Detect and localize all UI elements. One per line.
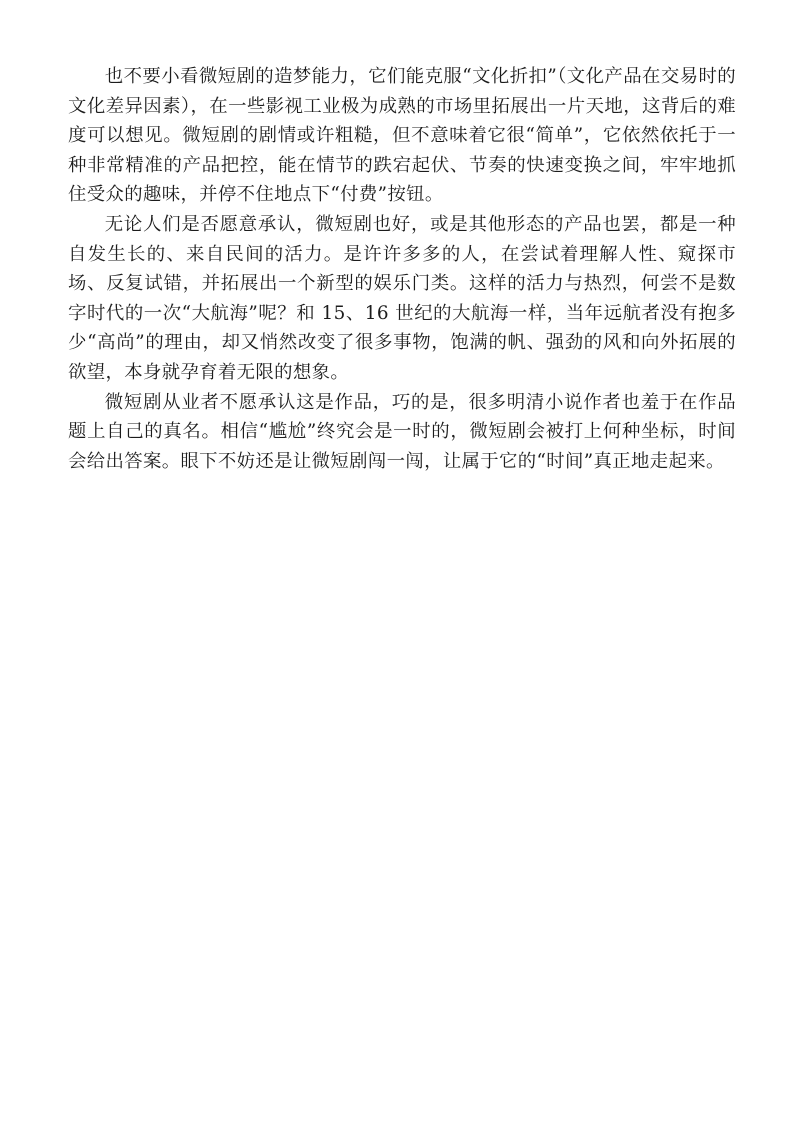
paragraph-2: 无论人们是否愿意承认，微短剧也好，或是其他形态的产品也罢，都是一种自发生长的、来自民间的活力。是许许多多的人，在尝试着理解人性、窥探市场、反复试错，并拓展出一个新型的娱乐门类。这样的活力与热烈，何尝不是数字时代的一次“大航海”呢？和 15、16 世纪的大航海一样，当年远航者没有抱多少“高尚”的理由，却又悄然改变了很多事物，饱满的帆、强劲的风和向外拓展的欲望，本身就孕育着无限的想象。 bbox=[68, 213, 736, 383]
paragraph-1: 也不要小看微短剧的造梦能力，它们能克服“文化折扣”（文化产品在交易时的文化差异因素），在一些影视工业极为成熟的市场里拓展出一片天地，这背后的难度可以想见。微短剧的剧情或许粗糙，但不意味着它很“简单”，它依然依托于一种非常精准的产品把控，能在情节的跌宕起伏、节奏的快速变换之间，牢牢地抓住受众的趣味，并停不住地点下“付费”按钮。 bbox=[68, 66, 736, 206]
article-body bbox=[68, 62, 736, 476]
paragraph-3: 微短剧从业者不愿承认这是作品，巧的是，很多明清小说作者也羞于在作品题上自己的真名。相信“尴尬”终究会是一时的，微短剧会被打上何种坐标，时间会给出答案。眼下不妨还是让微短剧闯一闯，让属于它的“时间”真正地走起来。 bbox=[68, 391, 736, 472]
